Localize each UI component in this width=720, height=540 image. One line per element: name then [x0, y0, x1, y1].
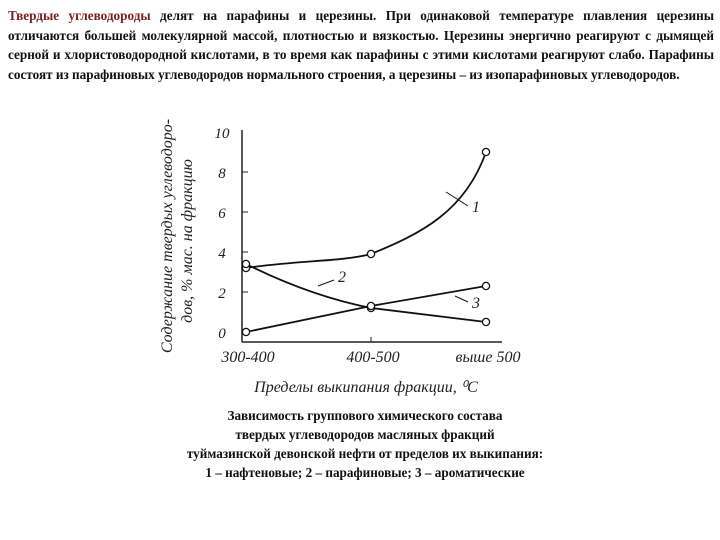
x-tick-label: 300-400: [221, 349, 275, 366]
series-3-point: [367, 302, 374, 309]
x-axis-label: Пределы выкипания фракции, ⁰С: [254, 379, 478, 396]
paragraph-text: делят на парафины и церезины. При одинаковой температуре плавления церезины отличаются большей молекулярной массой, плотностью и вязкостью. Церезины энергично реагируют с дымящей серной и хлористоводородной кислотами, в то время как парафины с этими кислотами реагируют слабо. Парафины состоят из парафиновых углеводородов нормального строения, а церезины – из изопарафиновых углеводородов.: [8, 8, 714, 82]
series-1-line: [246, 152, 486, 268]
series-2-leader: [318, 280, 334, 286]
highlight-term: Твердые углеводороды: [8, 8, 151, 23]
x-tick-label: 400-500: [346, 349, 400, 366]
y-tick-label: 10: [214, 126, 230, 142]
series-1-point: [367, 250, 374, 257]
y-axis-label-line1: Содержание твердых углеводоро-: [159, 118, 176, 354]
series-3-point: [242, 328, 249, 335]
series-3-label: 3: [472, 295, 480, 312]
series-2-point: [242, 260, 249, 267]
caption-line-3: туймазинской девонской нефти от пределов их выкипания:: [186, 446, 544, 461]
series-3-point: [482, 282, 489, 289]
y-tick-label: 8: [218, 166, 226, 182]
series-1-point: [482, 148, 489, 155]
figure-caption: [150, 406, 580, 482]
caption-line-1: Зависимость группового химического состава: [227, 408, 503, 423]
y-axis-label-line2: дов, % мас. на фракцию: [179, 159, 196, 323]
caption-line-4: 1 – нафтеновые; 2 – парафиновые; 3 – ароматические: [205, 465, 525, 480]
series-3-line: [246, 286, 486, 332]
x-tick-label: выше 500: [455, 349, 521, 366]
series-2-point: [482, 318, 489, 325]
y-tick-label: 2: [218, 286, 226, 302]
series-2-label: 2: [338, 269, 346, 286]
series-1-leader: [446, 192, 468, 206]
y-tick-label: 6: [218, 206, 226, 222]
y-tick-label: 0: [218, 326, 226, 342]
series-1-label: 1: [472, 199, 480, 216]
y-tick-label: 4: [218, 246, 226, 262]
caption-line-2: твердых углеводородов масляных фракций: [235, 427, 495, 442]
series-3-leader: [455, 296, 468, 302]
